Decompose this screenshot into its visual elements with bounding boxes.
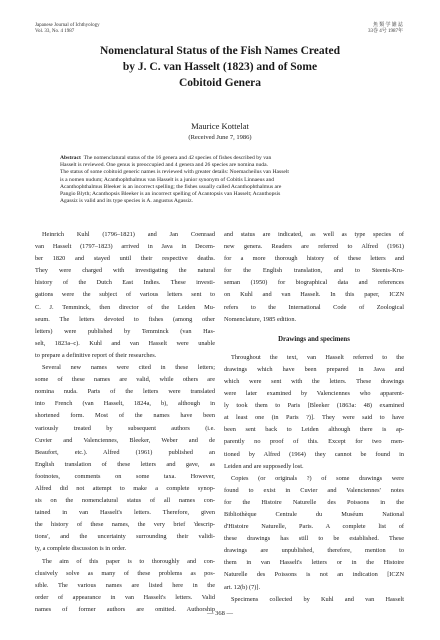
abstract-line xyxy=(60,155,382,162)
article-title xyxy=(60,43,380,91)
text-line: order of appearance in van Hasselt's letters. Valid xyxy=(35,593,215,601)
text-line: They were charged with investigating the natural xyxy=(35,267,215,275)
received-date: (Received June 7, 1986) xyxy=(188,134,252,141)
abstract-line: Hasselt is reviewed. One genus is preoccupied and 4 genera and 26 species are nomina nuda. xyxy=(60,162,268,169)
page-number: — 368 — xyxy=(207,610,233,617)
text-line: footnotes, comments on some taxa. However, xyxy=(35,472,215,480)
text-line: seum. The letters devoted to fishes (among other xyxy=(35,315,215,323)
text-line: English translation of these letters and gave, as xyxy=(35,460,215,468)
text-line: Copies (or originals ?) of some drawings were xyxy=(231,474,404,482)
text-line: Nomenclature, 1985 edition. xyxy=(224,315,297,323)
text-line: art. 12(b) (7)]. xyxy=(224,583,261,591)
abstract-line: Acanthophthalmus Bleeker is an incorrect spelling; the fishes usually called Acanthophthalmus are xyxy=(60,183,282,190)
text-line: and status are indicated, as well as type species of xyxy=(224,231,404,238)
body-column-left xyxy=(35,229,215,616)
title-line: by J. C. van Hasselt (1823) and of Some xyxy=(122,61,318,73)
text-line: sis on the nomenclatural status of all names con- xyxy=(35,497,215,505)
text-line: sible. The various names are listed here in the xyxy=(35,581,215,589)
text-line: history of the Dutch East Indies. These investi- xyxy=(35,279,215,287)
text-line: clusively solve as many of these problems as pos- xyxy=(35,569,215,577)
text-line: letters) were published by Temminck (van Has- xyxy=(35,327,215,335)
abstract-text: The nomenclatural status of the 16 genera and 42 species of fishes described by van xyxy=(83,155,272,161)
text-line: parently no proof of this. Except for two men- xyxy=(224,438,404,446)
text-line: seman (1950) for biographical data and references xyxy=(224,279,404,287)
journal-name: Japanese Journal of Ichthyology xyxy=(35,23,100,28)
text-line: Heinrich Kuhl (1796–1821) and Jan Coenraad xyxy=(42,231,215,238)
text-line: Specimens collected by Kuhl and van Hasselt xyxy=(231,595,404,603)
text-line: tained in van Hasselt's letters. Therefore, given xyxy=(35,509,215,517)
right-column-bottom xyxy=(224,352,404,606)
abstract-line: is a nomen nudum; Acanthophthalmus van Hasselt is a junior synonym of Cobitis Linnaeus and xyxy=(60,176,275,183)
journal-name-japanese: 魚 類 学 雑 誌 xyxy=(372,23,403,28)
text-line: which were sent with the letters. These drawings xyxy=(224,377,404,385)
text-line: them in van Hasselt's letters or in the Histoire xyxy=(224,559,404,567)
text-line: into French (van Hasselt, 1824a, b), although in xyxy=(35,400,215,408)
text-line: the history of these names, the very brief 'descrip- xyxy=(35,521,215,529)
text-line: C. J. Temminck, then director of the Leiden Mu- xyxy=(35,303,215,311)
text-line: ly took them to Paris [Bleeker (1863a: 48) examined xyxy=(224,402,404,410)
text-line: The aim of this paper is to thoroughly and con- xyxy=(42,557,215,565)
text-line: found to exist in Cuvier and Valenciennes' notes xyxy=(224,486,404,494)
journal-volume-japanese: 33巻 4号 1987年 xyxy=(367,29,403,34)
text-line: Several new names were cited in these letters; xyxy=(42,364,215,372)
text-line: Leiden and are supposedly lost. xyxy=(224,462,304,470)
text-line: refers to the International Code of Zoological xyxy=(224,303,404,311)
text-line: were later examined by Valenciennes who apparent- xyxy=(224,390,404,398)
text-line: nomina nuda. Parts of the letters were translated xyxy=(35,388,215,396)
text-line: to prepare a definitive report of their researches. xyxy=(35,351,157,359)
title-line: Nomenclatural Status of the Fish Names Created xyxy=(100,45,340,57)
text-line: ber 1820 and stayed until their respective deaths. xyxy=(35,255,215,263)
text-line: Beaufort, etc.). Alfred (1961) published an xyxy=(35,448,215,456)
text-line: d'Histoire Naturelle, Paris. A complete list of xyxy=(224,523,404,531)
text-line: for the English translation, and to Steenis-Kru- xyxy=(224,267,404,275)
body-column-right xyxy=(224,229,404,606)
text-line: ty, a complete discussion is in order. xyxy=(35,545,127,553)
text-line: gations were the subject of various letters sent to xyxy=(35,291,215,299)
text-line: at least one (in Paris ?)]. They were said to have xyxy=(224,414,404,422)
text-line: some of these names are valid, while others are xyxy=(35,376,215,384)
text-line: shortened form. Most of the names have been xyxy=(35,412,215,420)
right-column-top xyxy=(224,229,404,326)
text-line: for a more thorough history of these letters and xyxy=(224,255,404,263)
abstract-line: Pangio Blyth; Acanthopsis Bleeker is an incorrect spelling of Acantopsis van Hasselt; Acanthopsis xyxy=(60,190,281,197)
abstract xyxy=(60,155,382,205)
text-line: Bibliothèque Centrale du Muséum National xyxy=(224,510,404,518)
text-line: selt, 1823a–c). Kuhl and van Hasselt were unable xyxy=(35,339,215,347)
journal-volume: Vol. 33, No. 4 1987 xyxy=(35,29,75,34)
text-line: been sent back to Leiden although there is ap- xyxy=(224,426,404,434)
title-line: Cobitoid Genera xyxy=(178,77,262,89)
author-name: Maurice Kottelat xyxy=(191,121,249,131)
text-line: van Hasselt (1797–1823) arrived in Java in Decem- xyxy=(35,243,215,251)
running-header-right xyxy=(368,23,403,35)
running-header-left xyxy=(35,23,100,35)
abstract-line: The status of some cobitoid generic names is reviewed with greater details: Noemacheilus van Hasselt xyxy=(60,169,289,176)
text-line: Alfred did not attempt to make a complete synop- xyxy=(35,484,215,492)
text-line: Naturelle des Poissons is not an indication [ICZN xyxy=(224,571,404,579)
text-line: Throughout the text, van Hasselt referred to the xyxy=(231,353,404,361)
text-line: names of former authors are omitted. Authorship xyxy=(35,605,215,613)
section-heading: Drawings and specimens xyxy=(278,335,350,343)
text-line: new genera. Readers are referred to Alfred (1961) xyxy=(224,243,404,251)
abstract-line: Agassiz is valid and its type species is A. angustus Agassiz. xyxy=(60,198,193,205)
text-line: tioned by Alfred (1964) they cannot be found in xyxy=(224,450,404,458)
abstract-label: Abstract xyxy=(60,155,81,161)
text-line: tions', and the uncertainty surrounding their validi- xyxy=(35,533,215,541)
text-line: for the Histoire Naturelle des Poissons in the xyxy=(224,498,404,506)
text-line: drawings are unpublished, therefore, mention to xyxy=(224,547,404,555)
text-line: on Kuhl and van Hasselt. In this paper, ICZN xyxy=(224,291,404,299)
text-line: drawings which have been prepared in Java and xyxy=(224,365,404,373)
text-line: variously treated by subsequent authors (i.e. xyxy=(35,424,215,432)
text-line: Cuvier and Valenciennes, Bleeker, Weber and de xyxy=(35,436,215,444)
text-line: these drawings has still to be established. These xyxy=(224,535,404,543)
